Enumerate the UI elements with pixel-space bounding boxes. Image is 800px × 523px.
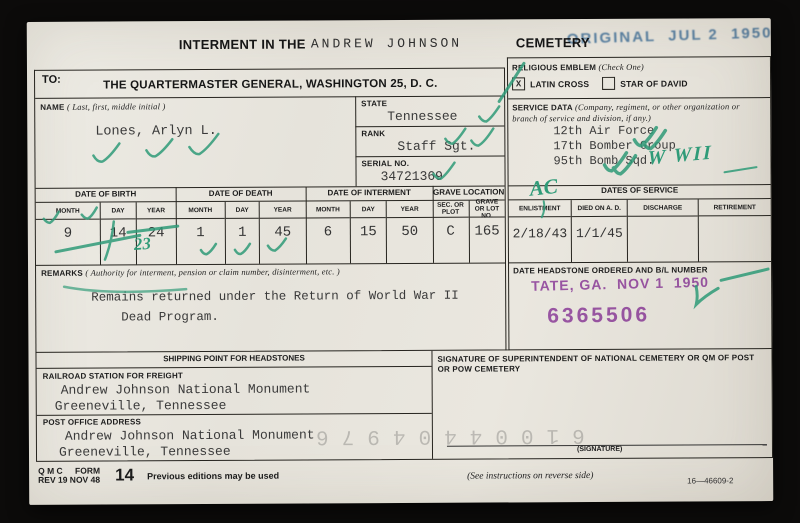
date-of-interment-group xyxy=(306,186,434,264)
dod-month-value: 1 xyxy=(196,225,205,242)
form-id-block xyxy=(38,467,100,485)
signature-line-label: (SIGNATURE) xyxy=(576,445,623,454)
form-note: Previous editions may be used xyxy=(147,470,280,482)
service-data-label-text: SERVICE DATA xyxy=(512,103,573,113)
interment-form-card xyxy=(27,18,774,505)
died-on-ad-cell xyxy=(572,200,628,262)
reverse-side-note: (See instructions on reverse side) xyxy=(467,470,594,482)
post-line-1: Andrew Johnson National Monument xyxy=(64,427,315,444)
post-office-label: POST OFFICE ADDRESS xyxy=(42,417,142,427)
state-label: STATE xyxy=(361,99,388,109)
divider xyxy=(35,95,504,98)
year-header: YEAR xyxy=(136,202,176,219)
enlistment-cell xyxy=(509,200,572,262)
name-label xyxy=(40,101,165,113)
form-revision: REV 19 NOV 48 xyxy=(38,474,101,485)
latin-cross-checkbox: X xyxy=(512,77,525,90)
dod-year-value: 45 xyxy=(274,224,292,241)
discharge-cell xyxy=(628,199,699,261)
cemetery-name: ANDREW JOHNSON xyxy=(310,35,463,52)
doi-year-value: 50 xyxy=(401,223,419,240)
star-of-david-label: STAR OF DAVID xyxy=(620,77,688,89)
headstone-label: DATE HEADSTONE ORDERED AND B/L NUMBER xyxy=(513,265,708,276)
service-line-1: 12th Air Force xyxy=(553,123,655,139)
headstone-date-stamp: TATE, GA. NOV 1 1950 xyxy=(530,273,710,294)
grave-title: GRAVE LOCATION xyxy=(433,185,505,200)
railroad-line-2: Greeneville, Tennessee xyxy=(54,397,227,414)
month-header: MONTH xyxy=(176,202,225,219)
divider xyxy=(509,261,771,263)
doi-title: DATE OF INTERMENT xyxy=(306,186,433,202)
handwritten-branch-note: AC xyxy=(528,173,559,201)
star-of-david-checkbox xyxy=(602,77,615,90)
form-title-suffix: CEMETERY xyxy=(515,35,591,51)
remarks-line-1: Remains returned under the Return of World War II xyxy=(91,288,459,305)
print-code: 16—46609-2 xyxy=(687,476,734,486)
month-header: MONTH xyxy=(36,203,100,220)
dob-day-cell xyxy=(101,202,137,264)
service-data-hint: (Company, regiment, or other organization or branch of service and division, if any.) xyxy=(512,101,740,124)
date-of-death-group xyxy=(176,186,307,264)
year-header: YEAR xyxy=(386,201,432,218)
name-value: Lones, Arlyn L. xyxy=(95,123,217,140)
remarks-line-2: Dead Program. xyxy=(121,309,219,325)
handwritten-year-correction: 23 xyxy=(133,233,152,254)
dod-day-value: 1 xyxy=(238,224,247,241)
doi-year-cell xyxy=(386,201,433,263)
railroad-station-label: RAILROAD STATION FOR FREIGHT xyxy=(42,371,184,381)
discharge-value xyxy=(628,216,698,222)
rank-value: Staff Sgt. xyxy=(397,138,476,155)
divider xyxy=(355,155,504,157)
rank-label: RANK xyxy=(361,129,386,139)
dob-day-value: 14 xyxy=(109,225,127,242)
emblem-label-text: RELIGIOUS EMBLEM xyxy=(511,62,597,73)
enlistment-header: ENLISTMENT xyxy=(509,200,571,217)
headstone-number-stamp: 6365506 xyxy=(547,303,651,328)
emblem-label-hint: (Check One) xyxy=(598,61,644,72)
dob-title: DATE OF BIRTH xyxy=(36,187,176,203)
service-line-3: 95th Bomb Sqd. xyxy=(553,153,655,169)
right-form-panel xyxy=(507,56,773,350)
form-title-prefix: INTERMENT IN THE xyxy=(178,36,306,53)
discharge-header: DISCHARGE xyxy=(628,199,698,216)
grave-sec-cell xyxy=(433,201,470,263)
grave-lot-value: 165 xyxy=(474,223,500,240)
divider xyxy=(355,125,504,127)
doi-day-value: 15 xyxy=(359,224,377,241)
latin-cross-label: LATIN CROSS xyxy=(530,78,590,89)
sec-or-plot-header: SEC. OR PLOT xyxy=(433,201,469,218)
handwritten-war-note: W WII xyxy=(647,141,713,170)
dob-month-cell xyxy=(36,203,101,265)
divider xyxy=(37,366,432,369)
form-word: FORM xyxy=(75,465,101,476)
dob-year-value: 24 xyxy=(147,225,165,242)
remarks-label-hint: ( Authority for interment, pension or claim number, disinterment, etc. ) xyxy=(85,266,340,278)
addressee: THE QUARTERMASTER GENERAL, WASHINGTON 25, D. C. xyxy=(103,77,438,92)
emblem-options-row xyxy=(512,76,688,90)
railroad-line-1: Andrew Johnson National Monument xyxy=(60,381,311,398)
retirement-header: RETIREMENT xyxy=(699,199,771,216)
divider xyxy=(355,96,356,186)
year-header: YEAR xyxy=(259,201,305,218)
name-label-hint: ( Last, first, middle initial ) xyxy=(66,101,166,112)
state-value: Tennessee xyxy=(387,108,458,125)
grave-lot-cell xyxy=(469,197,505,262)
post-line-2: Greeneville, Tennessee xyxy=(58,443,231,460)
service-line-2: 17th Bomber Group xyxy=(553,138,676,154)
dod-month-cell xyxy=(176,202,227,264)
grave-sec-value: C xyxy=(446,223,455,240)
to-label: TO: xyxy=(42,73,61,86)
doi-month-value: 6 xyxy=(323,224,333,241)
divider xyxy=(508,97,770,99)
day-header: DAY xyxy=(226,202,259,219)
received-date-stamp: ORIGINAL JUL 2 1950 xyxy=(566,24,773,48)
doi-month-cell xyxy=(306,201,352,263)
month-header: MONTH xyxy=(306,201,350,218)
religious-emblem-label xyxy=(512,62,644,74)
grave-location-group xyxy=(433,185,505,262)
enlistment-value: 2/18/43 xyxy=(512,226,568,242)
doi-day-cell xyxy=(351,201,387,263)
signature-label: SIGNATURE OF SUPERINTENDENT OF NATIONAL CEMETERY OR QM OF POST OR POW CEMETERY xyxy=(437,353,755,374)
dob-month-value: 9 xyxy=(63,225,73,242)
day-header: DAY xyxy=(351,201,386,218)
date-of-birth-group xyxy=(36,187,177,265)
retirement-cell xyxy=(699,199,771,261)
dod-day-cell xyxy=(226,202,260,264)
dod-year-cell xyxy=(259,201,306,263)
day-header: DAY xyxy=(101,202,136,219)
serial-value: 34721369 xyxy=(380,168,444,185)
grave-or-lot-header: GRAVE OR LOT NO. xyxy=(469,200,505,217)
dates-of-service-title: DATES OF SERVICE xyxy=(601,185,679,195)
retirement-value xyxy=(699,216,771,222)
form-org: Q M C xyxy=(38,465,63,476)
dod-title: DATE OF DEATH xyxy=(176,186,306,202)
left-form-panel xyxy=(34,67,506,352)
remarks-label xyxy=(41,266,340,279)
died-on-ad-value: 1/1/45 xyxy=(575,225,623,242)
remarks-label-text: REMARKS xyxy=(41,268,83,278)
form-number: 14 xyxy=(115,465,135,485)
name-label-text: NAME xyxy=(40,102,65,112)
upside-down-stamp-number: 61004404976 xyxy=(303,423,585,448)
shipping-title: SHIPPING POINT FOR HEADSTONES xyxy=(163,353,305,364)
dates-of-service-columns xyxy=(509,199,771,262)
service-data-label xyxy=(512,101,764,124)
died-on-ad-header: DIED ON A. D. xyxy=(572,200,627,217)
serial-label: SERIAL NO. xyxy=(361,158,410,169)
